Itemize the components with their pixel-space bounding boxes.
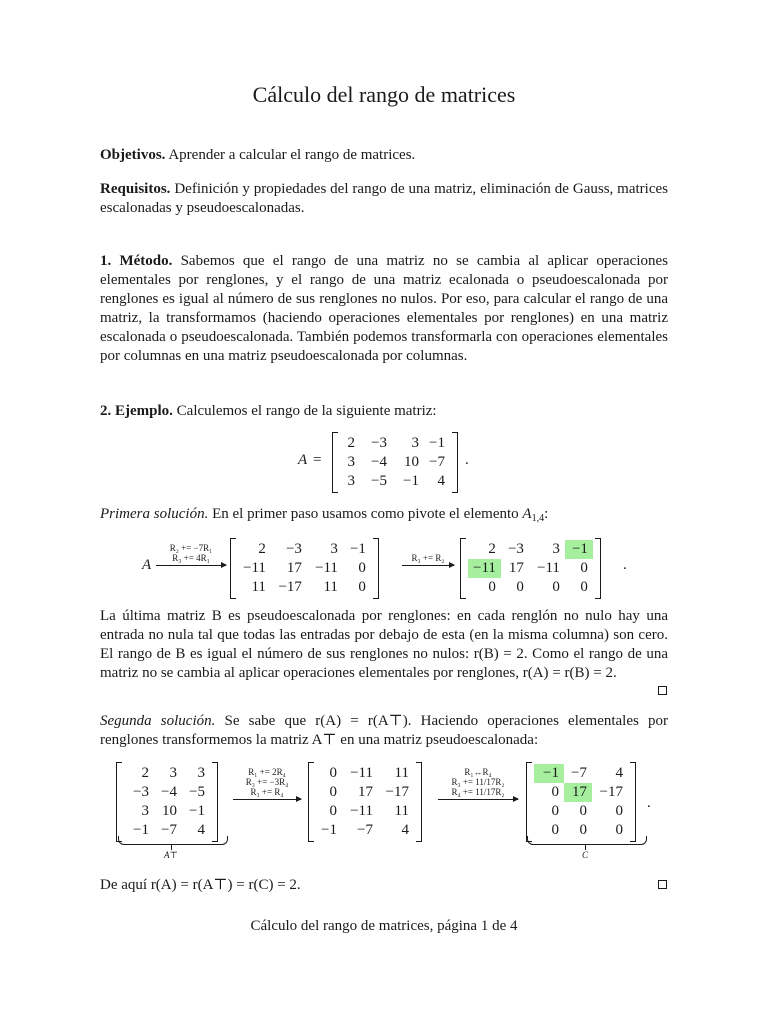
- primera-text: En el primer paso usamos como pivote el elemento: [208, 506, 523, 522]
- matrix-entry: 0: [358, 579, 366, 595]
- requisitos-text: Definición y propiedades del rango de una matriz, eliminación de Gauss, matrices escalonadas y pseudoescalonadas.: [100, 181, 668, 216]
- matrix-entry: −17: [278, 579, 302, 595]
- segunda-arrow-2: [438, 767, 518, 800]
- matrix-entry: 0: [580, 579, 588, 595]
- matrix-entry: −3: [133, 784, 149, 800]
- matrix-entry: −3: [285, 541, 302, 557]
- matrix-entry: 3: [552, 541, 560, 557]
- matrix-entry: −5: [189, 784, 205, 800]
- arrow-line: [438, 799, 518, 800]
- chain1-start-a: A: [142, 557, 152, 573]
- right-bracket: [373, 538, 379, 599]
- primera-conclusion: La última matriz B es pseudoescalonada por renglones: en cada renglón no nulo hay una entrada no nula tal que todas las entradas por debajo de esta (en la misma columna) son cero. El rango de B es igual el número de sus renglones no nulos: r(B) = 2. Como el rango de una matriz no se cambia al aplicar operaciones elementales por renglones, r(A) = r(B) = 2.: [100, 608, 668, 681]
- highlighted-pivot-entry: −11: [468, 559, 501, 578]
- metodo-text: Sabemos que el rango de una matriz no se cambia al aplicar operaciones elementales por renglones, y el rango de una matriz ecalonada o pseudoescalonada por renglones es igual al número de sus renglones no nulos. Por eso, para calcular el rango de una matriz, la transformamos (haciendo operaciones elementales por renglones) en una matriz escalonada o pseudoescalonada. También podemos transformarla con operaciones elementales por columnas en una matriz pseudoescalonada por columnas.: [100, 253, 668, 364]
- left-bracket: [308, 762, 314, 842]
- matrix-entry: −4: [161, 784, 177, 800]
- matrix-entry: 11: [251, 579, 266, 595]
- right-bracket: [212, 762, 218, 842]
- matrix-entry: 4: [401, 822, 409, 838]
- operation-label: R₃ += R₄: [250, 787, 284, 797]
- matrix-entry: 0: [579, 803, 587, 819]
- objetivos-paragraph: [100, 146, 668, 165]
- operation-label: R₄ += 11/17R₂: [451, 787, 505, 797]
- matrix-entry: −1: [349, 541, 366, 557]
- matrix-row: [468, 578, 593, 597]
- objetivos-text: Aprender a calcular el rango de matrices.: [165, 147, 416, 163]
- matrix-entry: 3: [169, 765, 177, 781]
- brace-c: [527, 836, 647, 845]
- matrix-entry: 0: [329, 765, 337, 781]
- matrix-entry: 10: [404, 454, 419, 470]
- matrix-entry: 17: [358, 784, 373, 800]
- matrix-entry: 0: [615, 803, 623, 819]
- matrix-entry: −1: [403, 473, 419, 489]
- primera-label: Primera solución.: [100, 506, 209, 522]
- left-bracket: [460, 538, 466, 599]
- brace-label-c: C: [582, 850, 589, 860]
- primera-arrow-2: [402, 553, 454, 566]
- pivot-symbol: A: [522, 506, 532, 522]
- qed-square: [658, 880, 667, 889]
- matrix-row: [124, 764, 210, 783]
- matrix-entry: −1: [189, 803, 205, 819]
- matrix-entry: 4: [437, 473, 445, 489]
- matrix-row: [340, 453, 450, 472]
- matrix-entry: 0: [615, 822, 623, 838]
- matrix-entry: −11: [537, 560, 560, 576]
- matrix-entry: 0: [329, 803, 337, 819]
- matrix-entry: 0: [516, 579, 524, 595]
- matrix-entry: −1: [133, 822, 149, 838]
- matrix-entry: 2: [347, 435, 355, 451]
- matrix-row: [316, 821, 414, 840]
- matrix-row: [468, 559, 593, 578]
- segunda-matrix-c: [526, 762, 636, 842]
- matrix-entry: 17: [286, 560, 302, 576]
- matrix-entry: 0: [551, 803, 559, 819]
- matrix-entry: −3: [507, 541, 524, 557]
- operation-label: R₃ += 4R₁: [172, 553, 210, 563]
- left-bracket: [332, 432, 338, 493]
- segunda-text: Se sabe que r(A) = r(A⊤). Haciendo operaciones elementales por renglones transformemos la matriz A⊤ en una matriz pseudoescalonada:: [100, 713, 668, 748]
- matrix-entry: 3: [347, 454, 355, 470]
- right-bracket: [630, 762, 636, 842]
- matrix-entry: 11: [323, 579, 338, 595]
- operation-label: R₁ += 2R₄: [248, 767, 286, 777]
- matrix-entry: 17: [508, 560, 524, 576]
- matrix-entry: −7: [571, 765, 587, 781]
- highlighted-pivot-entry: −1: [565, 540, 593, 559]
- matrix-entry: 11: [394, 803, 409, 819]
- matrix-entry: 3: [330, 541, 338, 557]
- period: .: [623, 557, 627, 573]
- left-bracket: [230, 538, 236, 599]
- matrix-entry: 2: [258, 541, 266, 557]
- matrix-entry: −17: [385, 784, 409, 800]
- ejemplo-text: Calculemos el rango de la siguiente matriz:: [172, 403, 437, 419]
- brace-at: [118, 836, 228, 845]
- period: .: [647, 795, 651, 811]
- matrix-entry: 0: [329, 784, 337, 800]
- operation-label: R₂ += −7R₁: [169, 543, 213, 553]
- metodo-label: 1. Método.: [100, 253, 173, 269]
- operation-label: R₁↔R₄: [464, 767, 492, 777]
- matrix-entry: −7: [161, 822, 177, 838]
- segunda-matrix-1: [308, 762, 422, 842]
- primera-paragraph: Primera solución. En el primer paso usamos como pivote el elemento $A_{1,4}$:: [100, 506, 549, 524]
- right-bracket: [452, 432, 458, 493]
- page-footer: Cálculo del rango de matrices, página 1 de 4: [250, 918, 518, 934]
- matrix-row: [316, 783, 414, 802]
- matrix-a: [332, 432, 458, 493]
- matrix-entry: −1: [429, 435, 445, 451]
- primera-matrix-b: [460, 538, 601, 599]
- matrix-row: [340, 434, 450, 453]
- matrix-entry: 0: [579, 822, 587, 838]
- left-bracket: [116, 762, 122, 842]
- matrix-entry: 0: [552, 579, 560, 595]
- matrix-entry: 0: [551, 784, 559, 800]
- matrix-row: [340, 472, 450, 491]
- matrix-entry: 0: [580, 560, 588, 576]
- matrix-row: [238, 578, 371, 597]
- matrix-entry: −3: [371, 435, 387, 451]
- equals-sign: =: [313, 452, 322, 468]
- segunda-conclusion: De aquí r(A) = r(A⊤) = r(C) = 2.: [100, 877, 301, 893]
- matrix-row: [124, 802, 210, 821]
- matrix-entry: −7: [429, 454, 445, 470]
- matrix-row: [468, 540, 593, 559]
- matrix-a-name: A: [298, 452, 308, 468]
- operation-label: R₃ += R₂: [411, 553, 445, 563]
- metodo-paragraph: [100, 252, 668, 366]
- requisitos-label: Requisitos.: [100, 181, 171, 197]
- operation-label: R₃ += 11/17R₂: [451, 777, 505, 787]
- matrix-entry: −11: [315, 560, 338, 576]
- matrix-entry: 3: [347, 473, 355, 489]
- matrix-entry: 3: [411, 435, 419, 451]
- arrow-line: [233, 799, 301, 800]
- highlighted-pivot-entry: 17: [564, 783, 592, 802]
- matrix-entry: 0: [358, 560, 366, 576]
- matrix-row: [316, 764, 414, 783]
- ejemplo-paragraph: [100, 402, 668, 421]
- brace-label-at: A⊤: [164, 850, 178, 860]
- matrix-row: [534, 783, 628, 802]
- matrix-row: [238, 559, 371, 578]
- matrix-entry: −17: [599, 784, 623, 800]
- matrix-row: [238, 540, 371, 559]
- segunda-matrix-at: [116, 762, 218, 842]
- matrix-entry: 0: [488, 579, 496, 595]
- matrix-row: [534, 802, 628, 821]
- qed-square: [658, 686, 667, 695]
- ejemplo-label: 2. Ejemplo.: [100, 403, 173, 419]
- primera-matrix-1: [230, 538, 379, 599]
- page-title: Cálculo del rango de matrices: [252, 82, 516, 107]
- matrix-entry: 4: [197, 822, 205, 838]
- matrix-entry: 4: [615, 765, 623, 781]
- matrix-entry: 10: [162, 803, 177, 819]
- matrix-entry: −11: [243, 560, 266, 576]
- matrix-row: [124, 783, 210, 802]
- pivot-subscript: 1,4: [531, 513, 545, 524]
- matrix-entry: −11: [350, 803, 373, 819]
- matrix-row: [316, 802, 414, 821]
- left-bracket: [526, 762, 532, 842]
- matrix-entry: 11: [394, 765, 409, 781]
- arrow-line: [402, 565, 454, 566]
- matrix-entry: −1: [321, 822, 337, 838]
- matrix-entry: −4: [371, 454, 387, 470]
- right-bracket: [416, 762, 422, 842]
- matrix-entry: 2: [488, 541, 496, 557]
- highlighted-pivot-entry: −1: [534, 764, 564, 783]
- objetivos-label: Objetivos.: [100, 147, 166, 163]
- matrix-entry: −11: [350, 765, 373, 781]
- matrix-entry: 0: [551, 822, 559, 838]
- matrix-row: [534, 764, 628, 783]
- matrix-entry: 3: [141, 803, 149, 819]
- matrix-entry: 2: [141, 765, 149, 781]
- period: .: [465, 452, 469, 468]
- operation-label: R₃ += −3R₄: [245, 777, 289, 787]
- matrix-entry: −7: [357, 822, 373, 838]
- segunda-arrow-1: [233, 767, 301, 800]
- matrix-entry: 3: [197, 765, 205, 781]
- right-bracket: [595, 538, 601, 599]
- requisitos-paragraph: [100, 180, 668, 218]
- primera-arrow-1: [156, 543, 226, 566]
- arrow-line: [156, 565, 226, 566]
- segunda-paragraph: [100, 712, 668, 750]
- segunda-label: Segunda solución.: [100, 713, 216, 729]
- matrix-entry: −5: [371, 473, 387, 489]
